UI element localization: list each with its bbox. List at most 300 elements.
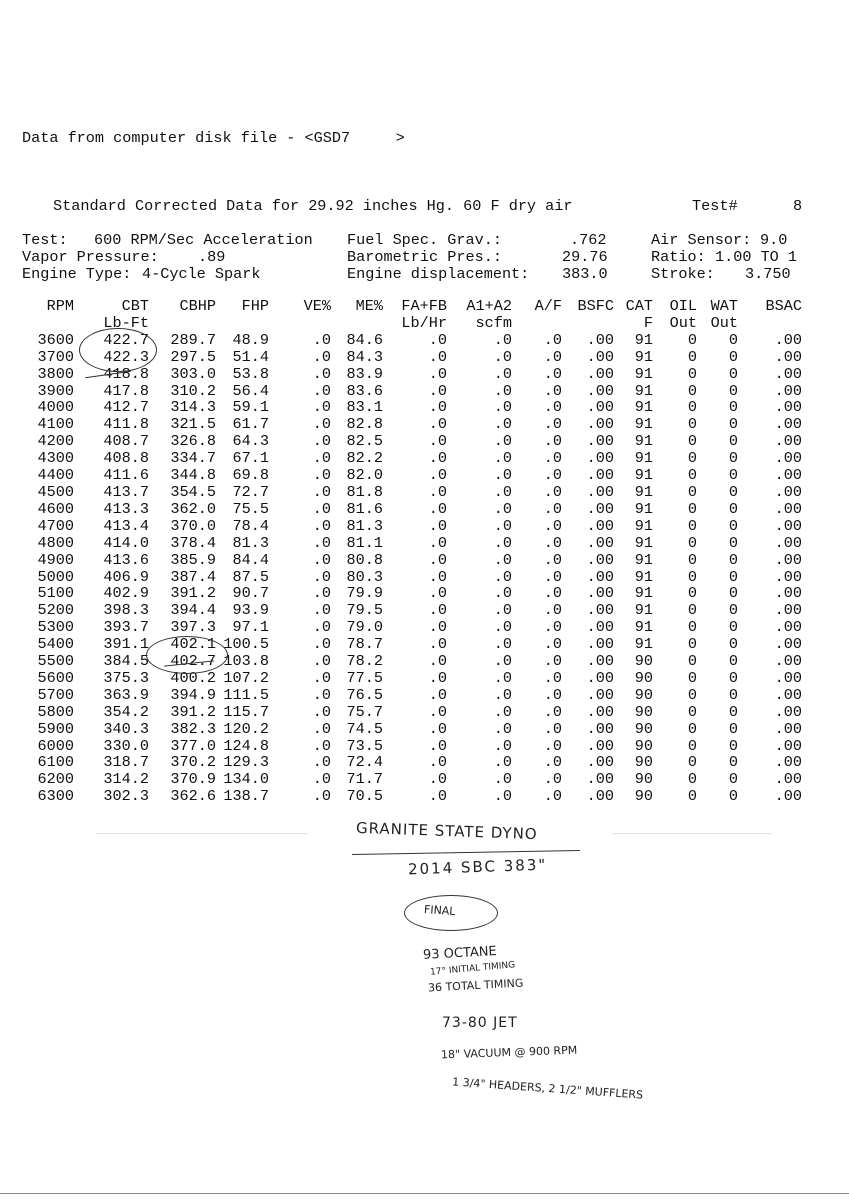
- cell-cbt: 363.9: [103, 685, 149, 704]
- cell-cbt: 413.4: [103, 516, 149, 535]
- cell-cbt: 422.7: [103, 330, 149, 349]
- table-row: [18, 552, 802, 569]
- cell-cbt: 414.0: [103, 533, 149, 552]
- cell-oil: 0: [687, 415, 697, 434]
- cell-cbt: 384.5: [103, 652, 149, 671]
- cell-bsac: .00: [774, 449, 802, 468]
- column-header-fafb: FA+FB: [401, 297, 447, 315]
- table-row: [18, 636, 802, 653]
- table-row: [18, 416, 802, 433]
- cell-cat: 91: [634, 398, 653, 417]
- table-row: [18, 433, 802, 450]
- cell-fafb: .0: [428, 601, 447, 620]
- column-header-bsac: BSAC: [765, 297, 802, 315]
- cell-a1a2: .0: [493, 533, 512, 552]
- cell-cbt: 330.0: [103, 736, 149, 755]
- cell-fafb: .0: [428, 702, 447, 721]
- cell-bsfc: .00: [586, 415, 614, 434]
- cell-ve: .0: [312, 652, 331, 671]
- cell-oil: 0: [687, 449, 697, 468]
- cell-cbt: 354.2: [103, 702, 149, 721]
- cell-oil: 0: [687, 482, 697, 501]
- table-row: [18, 788, 802, 805]
- cell-wat: 0: [728, 736, 738, 755]
- cell-bsfc: .00: [586, 702, 614, 721]
- cell-fafb: .0: [428, 550, 447, 569]
- cell-a1a2: .0: [493, 432, 512, 451]
- cell-cbt: 302.3: [103, 787, 149, 806]
- cell-fafb: .0: [428, 347, 447, 366]
- cell-fhp: 51.4: [232, 347, 269, 366]
- cell-bsfc: .00: [586, 719, 614, 738]
- cell-ve: .0: [312, 753, 331, 772]
- cell-fafb: .0: [428, 330, 447, 349]
- cell-wat: 0: [728, 719, 738, 738]
- cell-ve: .0: [312, 770, 331, 789]
- handwritten-headers: 1 3/4" HEADERS, 2 1/2" MUFFLERS: [451, 1075, 644, 1102]
- cell-bsfc: .00: [586, 685, 614, 704]
- cell-af: .0: [543, 533, 562, 552]
- cell-fhp: 100.5: [223, 635, 269, 654]
- cell-cat: 91: [634, 449, 653, 468]
- column-header-cat: F: [643, 313, 653, 332]
- cell-fhp: 72.7: [232, 482, 269, 501]
- cell-fhp: 115.7: [223, 702, 269, 721]
- cell-fhp: 138.7: [223, 787, 269, 806]
- cell-bsac: .00: [774, 381, 802, 400]
- cell-a1a2: .0: [493, 618, 512, 637]
- engine-type-value: 4-Cycle Spark: [142, 265, 261, 283]
- cell-af: .0: [543, 466, 562, 485]
- column-header-cbt: CBT: [121, 297, 149, 315]
- cell-af: .0: [543, 381, 562, 400]
- cell-ve: .0: [312, 685, 331, 704]
- cell-oil: 0: [687, 330, 697, 349]
- table-row: [18, 383, 802, 400]
- table-row: [18, 771, 802, 788]
- cell-rpm: 5700: [37, 685, 74, 704]
- cell-me: 81.3: [346, 516, 383, 535]
- cell-fhp: 124.8: [223, 736, 269, 755]
- table-row: [18, 721, 802, 738]
- cell-a1a2: .0: [493, 685, 512, 704]
- cell-rpm: 4600: [37, 499, 74, 518]
- cell-bsfc: .00: [586, 550, 614, 569]
- fuel-label: Fuel Spec. Grav.:: [347, 231, 502, 249]
- cell-bsac: .00: [774, 398, 802, 417]
- cell-a1a2: .0: [493, 550, 512, 569]
- cell-rpm: 4200: [37, 432, 74, 451]
- test-number-label: Test#: [692, 197, 738, 215]
- cell-fafb: .0: [428, 719, 447, 738]
- cell-bsac: .00: [774, 736, 802, 755]
- column-header-fhp: FHP: [241, 297, 269, 315]
- cell-cat: 91: [634, 347, 653, 366]
- stroke-value: 3.750: [745, 265, 791, 283]
- cell-wat: 0: [728, 533, 738, 552]
- cell-af: .0: [543, 719, 562, 738]
- cell-cbhp: 378.4: [170, 533, 216, 552]
- column-header-fafb: Lb/Hr: [401, 313, 447, 332]
- cell-ve: .0: [312, 432, 331, 451]
- table-row: [18, 501, 802, 518]
- cell-oil: 0: [687, 347, 697, 366]
- cell-cbhp: 391.2: [170, 702, 216, 721]
- cell-bsfc: .00: [586, 432, 614, 451]
- cell-fhp: 107.2: [223, 668, 269, 687]
- cell-a1a2: .0: [493, 584, 512, 603]
- cell-oil: 0: [687, 668, 697, 687]
- cell-rpm: 4400: [37, 466, 74, 485]
- column-header-rpm: RPM: [46, 297, 74, 315]
- displacement-label: Engine displacement:: [347, 265, 530, 283]
- cell-oil: 0: [687, 550, 697, 569]
- cell-cbhp: 394.4: [170, 601, 216, 620]
- cell-bsfc: .00: [586, 347, 614, 366]
- cell-a1a2: .0: [493, 652, 512, 671]
- cell-a1a2: .0: [493, 347, 512, 366]
- cell-cat: 90: [634, 702, 653, 721]
- column-header-cbhp: CBHP: [179, 297, 216, 315]
- cell-bsac: .00: [774, 499, 802, 518]
- cell-bsac: .00: [774, 364, 802, 383]
- cell-cbt: 408.7: [103, 432, 149, 451]
- cell-cbhp: 391.2: [170, 584, 216, 603]
- cell-a1a2: .0: [493, 482, 512, 501]
- cell-rpm: 5500: [37, 652, 74, 671]
- handwritten-vacuum: 18" VACUUM @ 900 RPM: [440, 1043, 578, 1062]
- test-number-value: 8: [793, 197, 803, 215]
- cell-fafb: .0: [428, 415, 447, 434]
- cell-cbhp: 344.8: [170, 466, 216, 485]
- handwritten-engine: 2014 SBC 383": [407, 855, 548, 879]
- cell-bsac: .00: [774, 753, 802, 772]
- cell-cat: 91: [634, 584, 653, 603]
- cell-bsfc: .00: [586, 499, 614, 518]
- column-header-bsfc: [562, 315, 614, 332]
- cell-bsac: .00: [774, 584, 802, 603]
- cell-oil: 0: [687, 753, 697, 772]
- cell-fhp: 64.3: [232, 432, 269, 451]
- column-header-ve: VE%: [303, 297, 331, 315]
- cell-cbt: 408.8: [103, 449, 149, 468]
- cell-oil: 0: [687, 584, 697, 603]
- cell-bsac: .00: [774, 533, 802, 552]
- cell-cat: 91: [634, 415, 653, 434]
- cell-oil: 0: [687, 364, 697, 383]
- cell-oil: 0: [687, 719, 697, 738]
- column-header-rpm: [18, 315, 74, 332]
- cell-rpm: 5000: [37, 567, 74, 586]
- cell-bsfc: .00: [586, 618, 614, 637]
- cell-cbhp: 362.6: [170, 787, 216, 806]
- cell-fhp: 78.4: [232, 516, 269, 535]
- cell-oil: 0: [687, 685, 697, 704]
- cell-cbhp: 354.5: [170, 482, 216, 501]
- cell-me: 76.5: [346, 685, 383, 704]
- cell-ve: .0: [312, 415, 331, 434]
- cell-cbt: 391.1: [103, 635, 149, 654]
- cell-bsfc: .00: [586, 516, 614, 535]
- cell-cat: 91: [634, 330, 653, 349]
- cell-cbt: 413.6: [103, 550, 149, 569]
- column-header-a1a2: A1+A2: [466, 297, 512, 315]
- cell-cbhp: 377.0: [170, 736, 216, 755]
- cell-wat: 0: [728, 584, 738, 603]
- cell-bsac: .00: [774, 330, 802, 349]
- cell-rpm: 3600: [37, 330, 74, 349]
- cell-wat: 0: [728, 499, 738, 518]
- displacement-value: 383.0: [562, 265, 608, 283]
- cell-bsac: .00: [774, 702, 802, 721]
- cell-bsfc: .00: [586, 330, 614, 349]
- cell-cat: 90: [634, 719, 653, 738]
- cell-bsac: .00: [774, 787, 802, 806]
- cell-ve: .0: [312, 347, 331, 366]
- cell-ve: .0: [312, 482, 331, 501]
- cell-cat: 91: [634, 364, 653, 383]
- cell-wat: 0: [728, 668, 738, 687]
- cell-cat: 90: [634, 736, 653, 755]
- cell-cbt: 418.8: [103, 364, 149, 383]
- column-header-ve: [269, 315, 331, 332]
- cell-cat: 91: [634, 432, 653, 451]
- cell-af: .0: [543, 635, 562, 654]
- cell-bsfc: .00: [586, 449, 614, 468]
- cell-fafb: .0: [428, 398, 447, 417]
- cell-wat: 0: [728, 601, 738, 620]
- cell-oil: 0: [687, 567, 697, 586]
- cell-a1a2: .0: [493, 449, 512, 468]
- cell-af: .0: [543, 601, 562, 620]
- cell-rpm: 5100: [37, 584, 74, 603]
- baro-value: 29.76: [562, 248, 608, 266]
- column-header-wat: Out: [710, 313, 738, 332]
- cell-bsac: .00: [774, 550, 802, 569]
- cell-oil: 0: [687, 381, 697, 400]
- cell-af: .0: [543, 584, 562, 603]
- header-row: [18, 298, 802, 315]
- cell-cbhp: 326.8: [170, 432, 216, 451]
- cell-rpm: 4000: [37, 398, 74, 417]
- cell-cbt: 413.7: [103, 482, 149, 501]
- handwritten-final: FINAL: [423, 902, 456, 919]
- cell-oil: 0: [687, 466, 697, 485]
- cell-bsac: .00: [774, 635, 802, 654]
- cell-bsfc: .00: [586, 668, 614, 687]
- cell-wat: 0: [728, 787, 738, 806]
- cell-bsac: .00: [774, 668, 802, 687]
- cell-bsfc: .00: [586, 398, 614, 417]
- cell-oil: 0: [687, 432, 697, 451]
- cell-fhp: 90.7: [232, 584, 269, 603]
- column-header-oil: OIL: [669, 297, 697, 315]
- cell-me: 84.3: [346, 347, 383, 366]
- cell-bsac: .00: [774, 618, 802, 637]
- cell-bsfc: .00: [586, 381, 614, 400]
- cell-oil: 0: [687, 601, 697, 620]
- cell-af: .0: [543, 702, 562, 721]
- column-header-me: ME%: [355, 297, 383, 315]
- cell-bsac: .00: [774, 652, 802, 671]
- handwritten-octane: 93 OCTANE: [422, 944, 498, 963]
- table-row: [18, 653, 802, 670]
- cell-wat: 0: [728, 466, 738, 485]
- cell-a1a2: .0: [493, 753, 512, 772]
- cell-cbt: 411.6: [103, 466, 149, 485]
- cell-bsfc: .00: [586, 770, 614, 789]
- cell-fafb: .0: [428, 668, 447, 687]
- cell-bsfc: .00: [586, 787, 614, 806]
- cell-me: 81.6: [346, 499, 383, 518]
- handwritten-total-timing: 36 TOTAL TIMING: [427, 976, 524, 995]
- cell-ve: .0: [312, 550, 331, 569]
- handwritten-jets: 73-80 JET: [442, 1015, 518, 1031]
- cell-fafb: .0: [428, 364, 447, 383]
- column-header-me: [331, 315, 383, 332]
- cell-a1a2: .0: [493, 364, 512, 383]
- cell-oil: 0: [687, 787, 697, 806]
- handwritten-dyno-name: GRANITE STATE DYNO: [355, 818, 538, 844]
- ratio-label: Ratio:: [651, 248, 706, 266]
- cell-rpm: 6100: [37, 753, 74, 772]
- cell-af: .0: [543, 736, 562, 755]
- cell-a1a2: .0: [493, 567, 512, 586]
- cell-wat: 0: [728, 432, 738, 451]
- cell-fhp: 87.5: [232, 567, 269, 586]
- cell-bsfc: .00: [586, 533, 614, 552]
- column-header-fhp: [216, 315, 269, 332]
- cell-me: 72.4: [346, 753, 383, 772]
- cell-cbhp: 370.2: [170, 753, 216, 772]
- cell-af: .0: [543, 652, 562, 671]
- cell-bsfc: .00: [586, 753, 614, 772]
- table-row: [18, 704, 802, 721]
- table-row: [18, 754, 802, 771]
- cell-cbhp: 321.5: [170, 415, 216, 434]
- cell-me: 82.0: [346, 466, 383, 485]
- cell-ve: .0: [312, 567, 331, 586]
- cell-cbhp: 289.7: [170, 330, 216, 349]
- column-header-cat: CAT: [625, 297, 653, 315]
- cell-a1a2: .0: [493, 787, 512, 806]
- cell-bsac: .00: [774, 770, 802, 789]
- cell-me: 78.2: [346, 652, 383, 671]
- cell-wat: 0: [728, 753, 738, 772]
- column-header-wat: WAT: [710, 297, 738, 315]
- cell-fhp: 97.1: [232, 618, 269, 637]
- cell-ve: .0: [312, 533, 331, 552]
- cell-me: 83.9: [346, 364, 383, 383]
- cell-ve: .0: [312, 787, 331, 806]
- cell-fhp: 69.8: [232, 466, 269, 485]
- cell-wat: 0: [728, 550, 738, 569]
- scan-crease-right: [612, 833, 772, 834]
- cell-a1a2: .0: [493, 770, 512, 789]
- cell-af: .0: [543, 415, 562, 434]
- cell-a1a2: .0: [493, 398, 512, 417]
- cell-rpm: 3700: [37, 347, 74, 366]
- cell-oil: 0: [687, 398, 697, 417]
- cell-cat: 91: [634, 618, 653, 637]
- cell-cat: 91: [634, 381, 653, 400]
- cell-cat: 91: [634, 533, 653, 552]
- cell-cat: 90: [634, 668, 653, 687]
- cell-fhp: 75.5: [232, 499, 269, 518]
- cell-cbhp: 402.7: [170, 652, 216, 671]
- info-row-3: [22, 265, 791, 283]
- cell-rpm: 5200: [37, 601, 74, 620]
- table-row: [18, 450, 802, 467]
- cell-wat: 0: [728, 652, 738, 671]
- column-header-a1a2: scfm: [475, 313, 512, 332]
- cell-wat: 0: [728, 702, 738, 721]
- cell-fhp: 134.0: [223, 770, 269, 789]
- column-header-bsfc: BSFC: [577, 297, 614, 315]
- cell-ve: .0: [312, 499, 331, 518]
- cell-af: .0: [543, 330, 562, 349]
- cell-oil: 0: [687, 533, 697, 552]
- cell-me: 79.5: [346, 601, 383, 620]
- column-header-bsac: [738, 315, 802, 332]
- cell-fafb: .0: [428, 753, 447, 772]
- cell-cbhp: 362.0: [170, 499, 216, 518]
- cell-cbhp: 400.2: [170, 668, 216, 687]
- cell-fhp: 59.1: [232, 398, 269, 417]
- cell-oil: 0: [687, 618, 697, 637]
- cell-me: 79.0: [346, 618, 383, 637]
- cell-a1a2: .0: [493, 736, 512, 755]
- cell-cat: 91: [634, 499, 653, 518]
- cell-fafb: .0: [428, 516, 447, 535]
- cell-bsac: .00: [774, 347, 802, 366]
- air-sensor-label: Air Sensor:: [651, 231, 752, 249]
- cell-af: .0: [543, 770, 562, 789]
- cell-fafb: .0: [428, 770, 447, 789]
- cell-af: .0: [543, 347, 562, 366]
- ratio-value: 1.00 TO 1: [715, 248, 798, 266]
- table-row: [18, 484, 802, 501]
- cell-me: 75.7: [346, 702, 383, 721]
- table-row: [18, 670, 802, 687]
- torque-peak-circle: [79, 328, 157, 372]
- test-label: Test:: [22, 231, 68, 249]
- cell-cbt: 398.3: [103, 601, 149, 620]
- table-row: [18, 687, 802, 704]
- cell-fafb: .0: [428, 567, 447, 586]
- cell-ve: .0: [312, 635, 331, 654]
- cell-af: .0: [543, 618, 562, 637]
- handwritten-underline: [352, 850, 580, 855]
- cell-cbt: 318.7: [103, 753, 149, 772]
- cell-cat: 91: [634, 482, 653, 501]
- cell-fhp: 93.9: [232, 601, 269, 620]
- table-row: [18, 602, 802, 619]
- cell-af: .0: [543, 449, 562, 468]
- cell-bsac: .00: [774, 719, 802, 738]
- cell-cbhp: 394.9: [170, 685, 216, 704]
- cell-cbhp: 297.5: [170, 347, 216, 366]
- cell-rpm: 3900: [37, 381, 74, 400]
- cell-a1a2: .0: [493, 702, 512, 721]
- cell-fafb: .0: [428, 432, 447, 451]
- table-row: [18, 535, 802, 552]
- cell-ve: .0: [312, 516, 331, 535]
- cell-bsfc: .00: [586, 567, 614, 586]
- info-row-2: [22, 248, 798, 266]
- cell-bsac: .00: [774, 567, 802, 586]
- cell-cat: 91: [634, 466, 653, 485]
